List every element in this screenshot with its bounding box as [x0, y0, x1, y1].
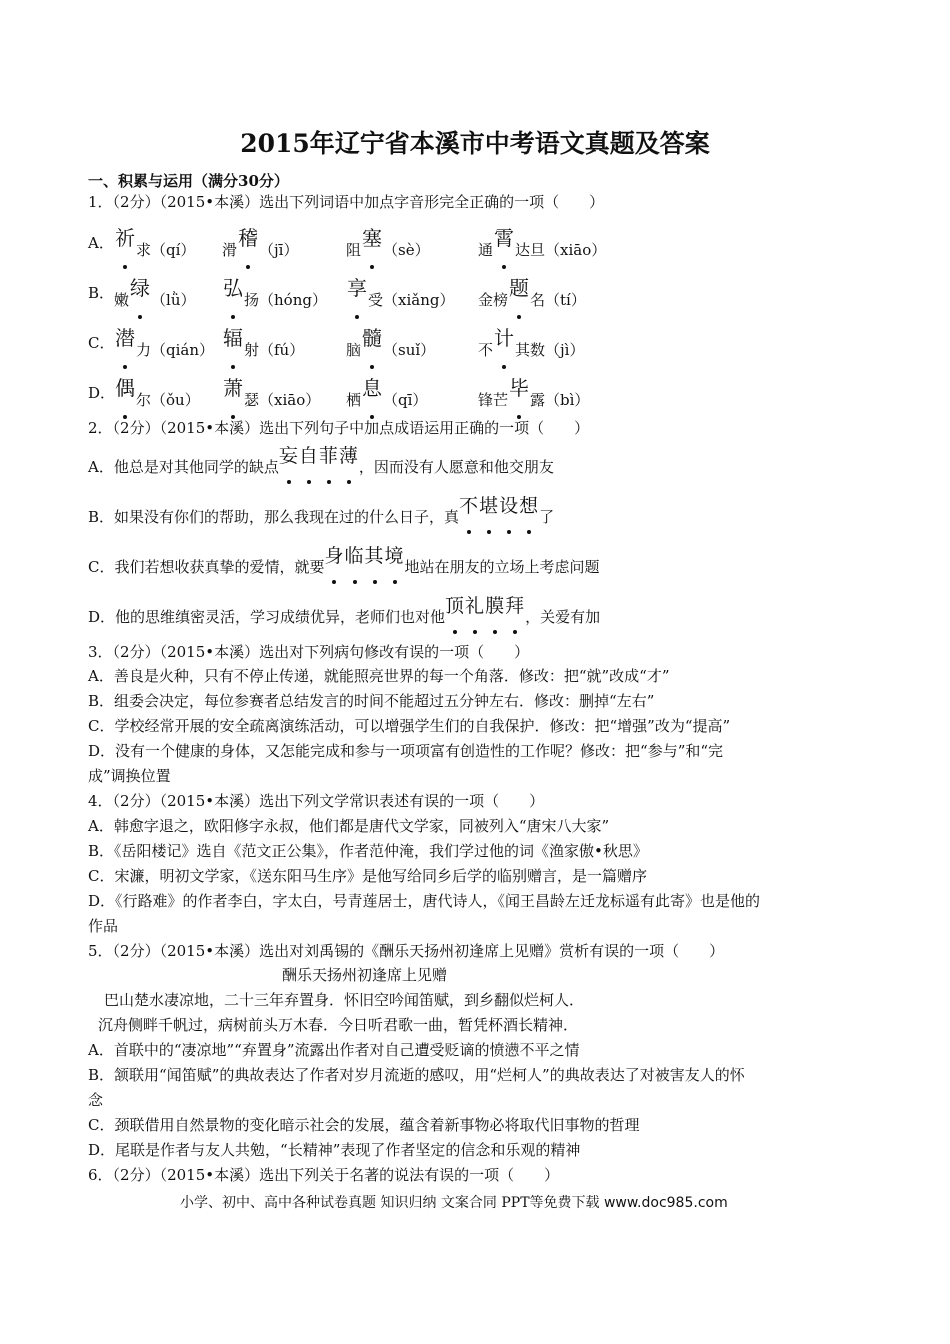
text-line: 5．（2分）（2015•本溪）选出对刘禹锡的《酬乐天扬州初逢席上见赠》赏析有误的一项（ ） — [88, 942, 725, 960]
poem-title: 酬乐天扬州初逢席上见赠 — [282, 966, 448, 984]
text-line: A．善良是火种，只有不停止传递，就能照亮世界的每一个角落．修改：把“就”改成“才” — [88, 667, 670, 685]
q2-stem: 2．（2分）（2015•本溪）选出下列句子中加点成语运用正确的一项（ ） — [88, 419, 590, 437]
section-heading: 一、积累与运用（满分30分） — [88, 172, 289, 190]
q1-option-d-label: D． — [88, 384, 116, 402]
q6-stem: 6．（2分）（2015•本溪）选出下列关于名著的说法有误的一项（ ） — [88, 1166, 560, 1184]
poem-line-2: 沉舟侧畔千帆过，病树前头万木春．今日听君歌一曲，暂凭杯酒长精神． — [98, 1016, 579, 1034]
q2-c-idiom: 身临其境 — [324, 545, 405, 567]
footer — [180, 1192, 728, 1212]
q1-option-a-item: 滑稽（jī） — [222, 232, 298, 261]
q2-b-idiom: 不堪设想 — [459, 495, 540, 517]
text-line: C．学校经常开展的安全疏离演练活动，可以增强学生们的自我保护．修改：把“增强”改为“提高” — [88, 717, 731, 735]
q2-option-c — [88, 545, 600, 577]
q1-option-a-label: A． — [88, 234, 114, 252]
q5-option-d: D．尾联是作者与友人共勉，“长精神”表现了作者坚定的信念和乐观的精神 — [88, 1141, 581, 1159]
text-line: 成”调换位置 — [88, 767, 171, 785]
q2-a-idiom: 妄自菲薄 — [278, 445, 359, 467]
footer-site-link[interactable]: www.doc985.com — [603, 1195, 728, 1211]
q1-option-d-item: 栖息（qī） — [346, 382, 427, 411]
q1-option-b-item: 弘扬（hóng） — [222, 282, 327, 311]
text-line: B．《岳阳楼记》选自《范文正公集》，作者范仲淹，我们学过他的词《渔家傲•秋思》 — [88, 842, 648, 860]
q2-option-a — [88, 445, 554, 477]
q1-option-a-item: 阻塞（sè） — [346, 232, 430, 261]
text-line: D．没有一个健康的身体，又怎能完成和参与一项项富有创造性的工作呢？修改：把“参与”和“完 — [88, 742, 724, 760]
text-line: C．宋濂，明初文学家，《送东阳马生序》是他写给同乡后学的临别赠言，是一篇赠序 — [88, 867, 647, 885]
q5-option-a: A．首联中的“凄凉地”“弃置身”流露出作者对自己遭受贬谪的愤懑不平之情 — [88, 1041, 580, 1059]
q1-option-b-item: 金榜题名（tí） — [478, 282, 586, 311]
q1-option-a-item: 祈求（qí） — [114, 232, 195, 261]
q2-option-b — [88, 495, 555, 527]
q2-c-post: 地站在朋友的立场上考虑问题 — [404, 558, 600, 576]
q1-option-c-item: 不计其数（jì） — [478, 332, 584, 361]
q2-b-pre: B．如果没有你们的帮助，那么我现在过的什么日子，真 — [88, 508, 460, 526]
q5-option-b-cont: 念 — [88, 1091, 104, 1109]
poem-line-1: 巴山楚水凄凉地，二十三年弃置身．怀旧空吟闻笛赋，到乡翻似烂柯人． — [104, 991, 585, 1009]
q2-option-d — [88, 595, 601, 627]
text-line: 3．（2分）（2015•本溪）选出对下列病句修改有误的一项（ ） — [88, 643, 530, 661]
text-line: 作品 — [88, 917, 119, 935]
q1-option-c-item: 潜力（qián） — [114, 332, 214, 361]
q2-b-post: 了 — [539, 508, 555, 526]
footer-text: 小学、初中、高中各种试卷真题 知识归纳 文案合同 PPT等免费下载 — [180, 1195, 600, 1211]
q2-a-pre: A．他总是对其他同学的缺点 — [88, 458, 279, 476]
q1-option-b-item: 享受（xiǎng） — [346, 282, 454, 311]
text-line: A．韩愈字退之，欧阳修字永叔，他们都是唐代文学家，同被列入“唐宋八大家” — [88, 817, 610, 835]
text-line: B．组委会决定，每位参赛者总结发言的时间不能超过五分钟左右．修改：删掉“左右” — [88, 692, 655, 710]
q2-d-idiom: 顶礼膜拜 — [445, 595, 526, 617]
q2-d-pre: D．他的思维缜密灵活，学习成绩优异，老师们也对他 — [88, 608, 446, 626]
q2-d-post: ，关爱有加 — [525, 608, 601, 626]
q5-option-c: C．颈联借用自然景物的变化暗示社会的发展，蕴含着新事物必将取代旧事物的哲理 — [88, 1116, 640, 1134]
q1-option-d-item: 偶尔（ǒu） — [114, 382, 200, 411]
q1-option-b-label: B． — [88, 284, 115, 302]
text-line: D．《行路难》的作者李白，字太白，号青莲居士，唐代诗人，《闻王昌龄左迁龙标遥有此寄》也是他的 — [88, 892, 761, 910]
q1-option-b-item: 嫩绿（lǜ） — [114, 282, 195, 311]
q2-c-pre: C．我们若想收获真挚的爱情，就要 — [88, 558, 325, 576]
q1-option-c-item: 辐射（fú） — [222, 332, 304, 361]
q1-option-d-item: 锋芒毕露（bì） — [478, 382, 589, 411]
q2-a-post: ，因而没有人愿意和他交朋友 — [358, 458, 554, 476]
q1-option-d-item: 萧瑟（xiāo） — [222, 382, 320, 411]
q1-option-c-label: C． — [88, 334, 115, 352]
page-title: 2015年辽宁省本溪市中考语文真题及答案 — [240, 129, 710, 158]
text-line: 4．（2分）（2015•本溪）选出下列文学常识表述有误的一项（ ） — [88, 792, 545, 810]
q1-option-a-item: 通霄达旦（xiāo） — [478, 232, 606, 261]
q5-option-b: B．颔联用“闻笛赋”的典故表达了作者对岁月流逝的感叹，用“烂柯人”的典故表达了对被害友人的怀 — [88, 1066, 745, 1084]
q1-option-c-item: 脑髓（suǐ） — [346, 332, 435, 361]
q1-stem: 1．（2分）（2015•本溪）选出下列词语中加点字音形完全正确的一项（ ） — [88, 193, 605, 211]
